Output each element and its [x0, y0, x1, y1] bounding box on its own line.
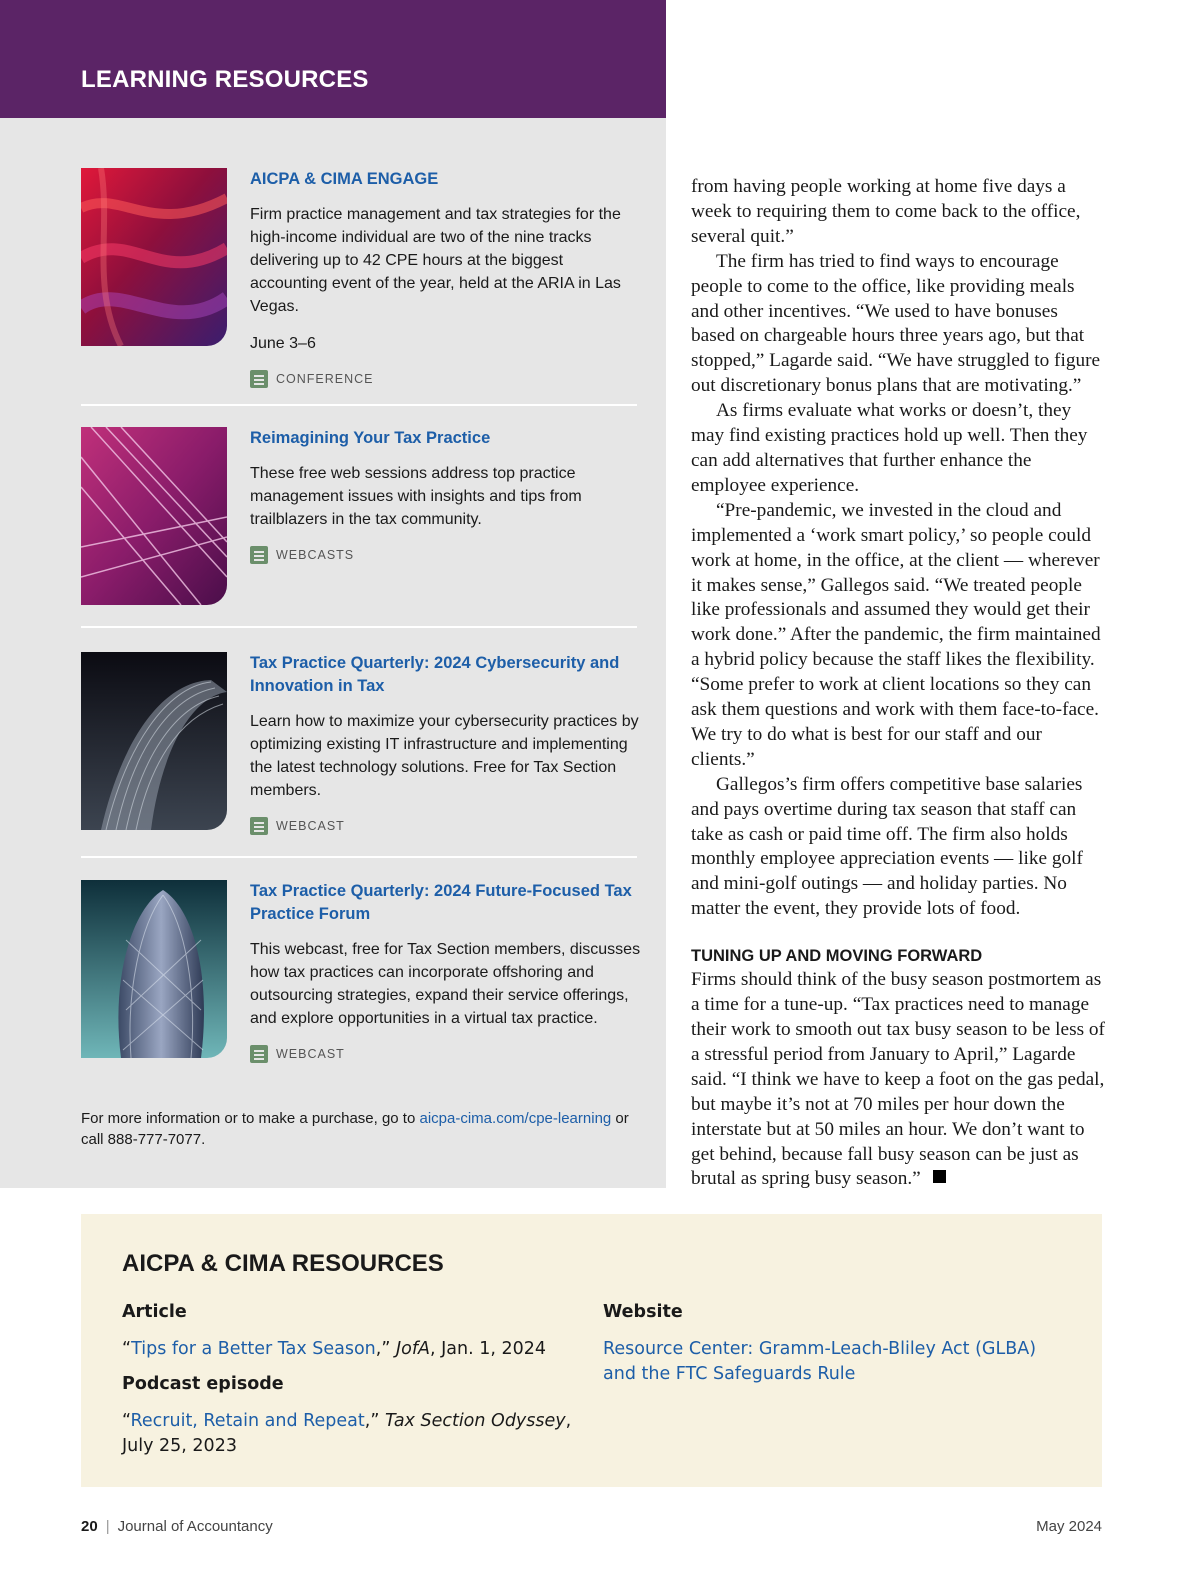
resources-left-column	[122, 1300, 582, 1469]
resource-item[interactable]	[81, 880, 641, 1061]
resource-item[interactable]	[81, 427, 637, 607]
purchase-info	[81, 1108, 651, 1150]
resource-title[interactable]: Tax Practice Quarterly: 2024 Future-Focused Tax Practice Forum	[250, 882, 632, 923]
resource-description: Learn how to maximize your cybersecurity practices by optimizing existing IT infrastructure and implementing the latest technology solutions. Free for Tax Section members.	[250, 713, 639, 799]
resource-item[interactable]	[81, 652, 637, 832]
resource-title[interactable]: AICPA & CIMA ENGAGE	[250, 170, 439, 188]
resource-type-label: WEBCASTS	[276, 548, 355, 562]
divider	[81, 626, 637, 628]
footer-separator: |	[105, 1518, 110, 1535]
webcast-thumbnail	[81, 652, 227, 830]
learning-resources-title: LEARNING RESOURCES	[81, 66, 369, 93]
article-subhead: TUNING UP AND MOVING FORWARD	[691, 947, 983, 966]
purchase-info-suffix: or call 888-777-7077.	[81, 1110, 629, 1148]
cpe-learning-link[interactable]: aicpa-cima.com/cpe-learning	[419, 1110, 612, 1127]
article-date: , Jan. 1, 2024	[429, 1339, 547, 1359]
resource-type	[250, 816, 642, 836]
resource-date: June 3–6	[250, 335, 316, 352]
resource-type	[250, 369, 642, 389]
podcast-entry	[122, 1409, 582, 1459]
article-link[interactable]: Tips for a Better Tax Season	[131, 1339, 376, 1359]
podcast-link[interactable]: Recruit, Retain and Repeat	[130, 1411, 365, 1431]
article-heading: Article	[122, 1302, 187, 1322]
article-entry	[122, 1337, 582, 1362]
publication-name: Journal of Accountancy	[117, 1518, 273, 1535]
article-paragraph: The firm has tried to find ways to encourage people to come to the office, like providing meals and other incentives. “We used to have bonuses based on chargeable hours three years ago, but that stopped,” Lagarde said. “We have struggled to figure out discretionary bonus plans that are motivating.”	[691, 250, 1101, 397]
resource-type-label: CONFERENCE	[276, 372, 374, 386]
page-footer	[81, 1518, 1102, 1535]
resource-item[interactable]	[81, 168, 637, 393]
article-final-text: Firms should think of the busy season postmortem as a time for a tune-up. “Tax practices need to manage their work to smooth out tax busy season to be less of a stressful period from January to April,” Lagarde said. “I think we have to keep a foot on the gas pedal, but maybe it’s not at 70 miles per hour down the interstate but at 50 miles an hour. We don’t want to get behind, because fall busy season can be just as brutal as spring busy season.”	[691, 969, 1105, 1190]
list-icon	[250, 817, 268, 835]
website-link[interactable]: Resource Center: Gramm-Leach-Bliley Act (GLBA) and the FTC Safeguards Rule	[603, 1339, 1037, 1384]
article-body	[691, 175, 1106, 1192]
resource-type	[250, 1044, 642, 1064]
list-icon	[250, 370, 268, 388]
resource-description: Firm practice management and tax strategies for the high-income individual are two of the nine tracks delivering up to 42 CPE hours at the biggest accounting event of the year, held at the ARIA in Las Vegas.	[250, 206, 621, 315]
resources-right-column	[603, 1300, 1073, 1397]
podcast-open-quote: “	[122, 1411, 131, 1431]
purchase-info-prefix: For more information or to make a purchase, go to	[81, 1110, 420, 1127]
website-heading: Website	[603, 1302, 683, 1322]
webcast-thumbnail	[81, 880, 227, 1058]
resources-title: AICPA & CIMA RESOURCES	[122, 1250, 444, 1277]
resource-type	[250, 545, 642, 565]
resource-type-label: WEBCAST	[276, 1047, 345, 1061]
learning-resources-header	[0, 0, 666, 118]
resource-description: These free web sessions address top practice management issues with insights and tips from trailblazers in the tax community.	[250, 465, 582, 528]
article-open-quote: “	[122, 1339, 132, 1359]
conference-thumbnail	[81, 168, 227, 346]
list-icon	[250, 546, 268, 564]
article-paragraph: from having people working at home five days a week to requiring them to come back to the office, several quit.”	[691, 176, 1081, 247]
issue-date: May 2024	[1036, 1518, 1102, 1535]
webcasts-thumbnail	[81, 427, 227, 605]
article-publication: JofA	[395, 1339, 430, 1359]
podcast-heading: Podcast episode	[122, 1374, 284, 1394]
article-paragraph: As firms evaluate what works or doesn’t, they may find existing practices hold up well. Then they can add alternatives that further enhance the employee experience.	[691, 400, 1088, 496]
resource-title[interactable]: Tax Practice Quarterly: 2024 Cybersecurity and Innovation in Tax	[250, 654, 620, 695]
divider	[81, 856, 637, 858]
resource-description: This webcast, free for Tax Section members, discusses how tax practices can incorporate offshoring and outsourcing strategies, expand their service offerings, and explore opportunities in a virtual tax practice.	[250, 941, 641, 1027]
resources-box	[81, 1214, 1102, 1487]
podcast-show: Tax Section Odyssey	[384, 1411, 566, 1431]
resource-type-label: WEBCAST	[276, 819, 345, 833]
list-icon	[250, 1045, 268, 1063]
podcast-date: , July 25, 2023	[122, 1411, 572, 1456]
end-mark-icon	[933, 1170, 946, 1183]
article-close: ,”	[375, 1339, 396, 1359]
article-final-paragraph	[691, 968, 1106, 1192]
article-paragraph: Gallegos’s firm offers competitive base salaries and pays overtime during tax season that staff can take as cash or paid time off. The firm also holds monthly employee appreciation events — like golf and mini-golf outings — and holiday parties. No matter the event, they provide lots of food.	[691, 773, 1083, 920]
podcast-close: ,”	[364, 1411, 385, 1431]
page-number: 20	[81, 1518, 98, 1535]
article-paragraph: “Pre-pandemic, we invested in the cloud and implemented a ‘work smart policy,’ so people could work at home, in the office, at the client — wherever it makes sense,” Gallegos said. “We treated people like professionals and assumed they would get their work done.” After the pandemic, the firm maintained a hybrid policy because the staff likes the flexibility. “Some prefer to work at client locations so they can ask them questions and work with them face-to-face. We try to do what is best for our staff and our clients.”	[691, 499, 1101, 770]
resource-title[interactable]: Reimagining Your Tax Practice	[250, 429, 491, 447]
divider	[81, 404, 637, 406]
